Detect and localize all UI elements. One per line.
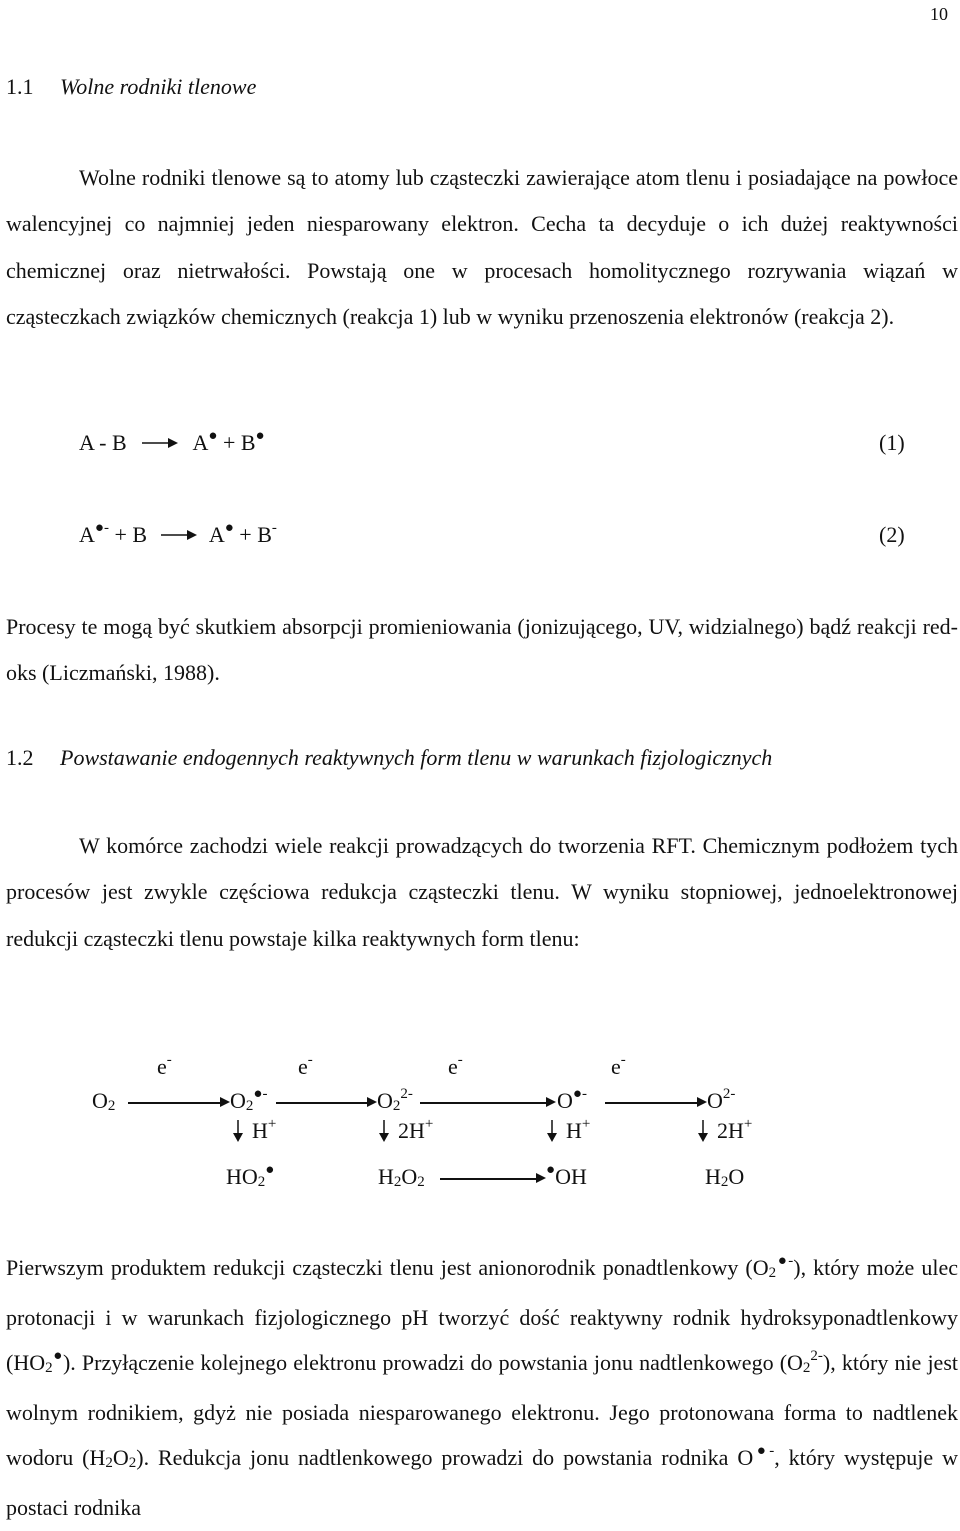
eq2-plus-b: + B xyxy=(114,522,148,547)
proton-label: 2H+ xyxy=(717,1116,753,1143)
right-arrow-icon xyxy=(159,528,199,542)
equation-2-number: (2) xyxy=(879,522,905,547)
eq2-reactant-a: A xyxy=(79,522,95,547)
reaction-arrow xyxy=(440,1178,536,1180)
section-heading-1-2 xyxy=(6,745,772,771)
eq2-plus: + xyxy=(239,522,252,547)
paragraph-intro: Wolne rodniki tlenowe są to atomy lub cząsteczki zawierające atom tlenu i posiadające na powłoce walencyjnej co najmniej jeden niesparowany elektron. Cecha ta decyduje o ich dużej reaktywności chemicznej oraz nietrwałości. Powstają one w procesach homolitycznego rozrywania wiązań w cząsteczkach związków chemicznych (reakcja 1) lub w wyniku przenoszenia elektronów (reakcja 2). xyxy=(6,165,958,329)
radical-dot-icon: ● xyxy=(265,1162,275,1178)
eq2-product-b: B xyxy=(257,522,272,547)
species-oxide-ion: $O^{2-}$ xyxy=(707,1086,736,1113)
proton-label: H+ xyxy=(252,1116,277,1143)
reaction-arrow xyxy=(420,1102,546,1104)
arrow-head-icon xyxy=(536,1173,546,1183)
radical-dot-icon: ● xyxy=(94,520,104,536)
radical-dot-icon: ● xyxy=(753,1443,770,1460)
arrow-head-icon xyxy=(546,1097,556,1107)
reaction-arrow xyxy=(605,1102,697,1104)
radical-dot-icon: ● xyxy=(253,1086,263,1102)
section-title: Powstawanie endogennych reaktywnych form tlenu w warunkach fizjologicznych xyxy=(60,745,773,770)
product-oh-radical: ●OH xyxy=(546,1162,587,1189)
arrow-head-icon xyxy=(697,1097,707,1107)
species-o-radical: O●- xyxy=(557,1086,587,1113)
down-arrow-icon xyxy=(697,1120,709,1142)
species-o2: O2 xyxy=(92,1088,116,1114)
eq2-product-charge: - xyxy=(271,520,277,536)
radical-dot-icon: ● xyxy=(572,1086,582,1102)
arrow-head-icon xyxy=(367,1097,377,1107)
proton-label: 2H+ xyxy=(398,1116,434,1143)
paragraph-superoxide: Pierwszym produktem redukcji cząsteczki tlenu jest anionorodnik ponadtlenkowy (O2●-), który może ulec protonacji i w warunkach fizjologicznego pH tworzyć dość reaktywny rodnik hydroksyponadtlenkowy (HO2●). Przyłączenie kolejnego elektronu prowadzi do powstania jonu nadtlenkowego $(O2^{2-})$, który nie jest wolnym rodnikiem, gdyż nie posiada niesparowanego elektronu. Jego protonowana forma to nadtlenek wodoru (H2O2). Redukcja jonu nadtlenkowego prowadzi do powstania rodnika O●-, który występuje w postaci rodnika xyxy=(6,1253,959,1520)
eq2-reactant-charge: - xyxy=(103,520,109,536)
product-ho2: HO2● xyxy=(226,1162,275,1190)
section-title: Wolne rodniki tlenowe xyxy=(60,74,257,99)
radical-dot-icon: ● xyxy=(52,1348,63,1365)
right-arrow-icon xyxy=(140,436,180,450)
species-peroxide-ion: $O2^{2-}$ xyxy=(377,1086,413,1114)
eq2-product-a: A xyxy=(208,522,225,547)
eq1-plus: + xyxy=(222,430,236,455)
product-h2o: H2O xyxy=(705,1164,745,1190)
paragraph-processes: Procesy te mogą być skutkiem absorpcji promieniowania (jonizującego, UV, widzialnego) bądź reakcji red-oks (Liczmański, 1988). xyxy=(6,614,958,686)
radical-dot-icon: ● xyxy=(224,520,234,536)
paragraph-rft: W komórce zachodzi wiele reakcji prowadzących do tworzenia RFT. Chemicznym podłożem tych procesów jest zwykle częściowa redukcja cząsteczki tlenu. W wyniku stopniowej, jednoelektronowej redukcji cząsteczki tlenu powstaje kilka reaktywnych form tlenu: xyxy=(6,833,958,951)
electron-label: e- xyxy=(611,1052,626,1079)
radical-dot-icon: ● xyxy=(208,428,218,444)
page-number: 10 xyxy=(930,4,948,24)
electron-label: e- xyxy=(157,1052,172,1079)
proton-label: H+ xyxy=(566,1116,591,1143)
reaction-arrow xyxy=(128,1102,220,1104)
equation-1 xyxy=(79,430,265,456)
equation-1-number: (1) xyxy=(879,430,905,455)
equation-2 xyxy=(79,522,277,548)
down-arrow-icon xyxy=(232,1120,244,1142)
radical-dot-icon: ● xyxy=(546,1162,556,1178)
section-number: 1.1 xyxy=(6,74,34,99)
radical-dot-icon: ● xyxy=(255,428,265,444)
product-h2o2: H2O2 xyxy=(378,1164,425,1190)
section-heading-1-1 xyxy=(6,74,256,100)
oxygen-reduction-scheme xyxy=(0,1040,960,1210)
arrow-head-icon xyxy=(220,1097,230,1107)
down-arrow-icon xyxy=(546,1120,558,1142)
electron-label: e- xyxy=(448,1052,463,1079)
down-arrow-icon xyxy=(378,1120,390,1142)
section-number: 1.2 xyxy=(6,745,34,770)
electron-label: e- xyxy=(298,1052,313,1079)
eq1-product-b: B xyxy=(240,430,256,455)
species-superoxide: O2●- xyxy=(230,1086,268,1114)
radical-dot-icon: ● xyxy=(776,1253,789,1269)
eq1-reactant: A - B xyxy=(79,430,127,455)
reaction-arrow xyxy=(276,1102,368,1104)
eq1-product-a: A xyxy=(192,430,209,455)
